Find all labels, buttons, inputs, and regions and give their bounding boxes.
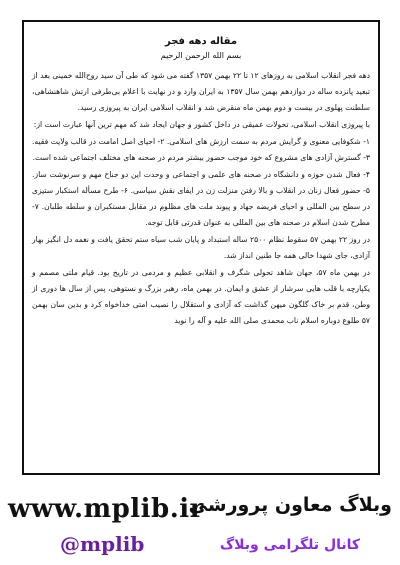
paragraph-22-bahman: در روز ۲۲ بهمن ۵۷ سقوط نظام ۲۵۰۰ ساله استبداد و پایان شب سیاه ستم تحقق یافت و نغمه دل انگیز بهار آزادی، جای شهدا خالی همه جا طنین انداز شد. [32, 235, 370, 260]
page-title: مقاله دهه فجر [164, 36, 238, 47]
watermark-footer [0, 478, 400, 565]
paragraph-intro: دهه فجر انقلاب اسلامی به روزهای ۱۲ تا ۲۲ بهمن ۱۳۵۷ گفته می شود که طی آن سید روح‌الله خمینی بعد از تبعید پانزده ساله در دوازدهم بهمن سال ۱۳۵۷ به ایران وارد و در نهایت با اعلام بی‌طرفی ارتش شاهنشاهی، سلطنت پهلوی در بیست و دوم بهمن ماه منقرض شد و انقلاب اسلامی ایران به پیروزی رسید. [32, 71, 371, 112]
telegram-channel-label: کانال تلگرامی وبلاگ [219, 537, 360, 553]
paragraph-bahman-57: در بهمن ماه ۵۷، جهان شاهد تحولی شگرف و انقلابی عظیم و مردمی در تاریخ بود. قیام ملتی مصمم و یکپارچه با قلب هایی سرشار از عشق و ایمان. در بهمن ماه، رهبر بزرگ و نستوهی، پس از سال ها دوری از وطن، قدم بر خاک گلگون میهن گذاشت که آزادی و استقلال را نصیب امتی خداخواه کرد و بدین سان بهمن ۵۷ طلوع دوباره اسلام ناب محمدی صلی الله علیه و آله را نوید [32, 268, 371, 325]
paragraph-list-1: ۱- شکوفایی معنوی و گرایش مردم به سمت ارزش های اسلامی. ۲- احیای اصل امامت در قالب ولایت فقیه. ۳- گسترش آزادی های مشروع که خود موجب حضور بیشتر مردم در صحنه های مختلف اجتماعی شده است. [32, 137, 370, 162]
blog-name: وبلاگ معاون پرورشی [188, 494, 392, 516]
telegram-handle: @mplib [60, 532, 145, 556]
paragraph-list-2: ۴- فعال شدن حوزه و دانشگاه در صحنه های علمی و اجتماعی و وحدت این دو جناح مهم و سرنوشت ساز. ۵- حضور فعال زنان در انقلاب و بالا رفتن منزلت زن در ایفای نقش سیاسی. ۶- طرح مسأله استکبار ستیزی در سطح بین المللی و احیای فریضه جهاد و پیوند ملت های مظلوم در مقابل مستکبران و سلطه طلبان. ۷- مطرح شدن اسلام در صحنه های بین المللی به عنوان قدرتی قابل توجه. [32, 170, 370, 227]
document-page [22, 20, 380, 475]
site-url: www.mplib.ir [8, 494, 204, 524]
paragraph-changes-lead: با پیروزی انقلاب اسلامی، تحولات عمیقی در داخل کشور و جهان ایجاد شد که مهم ترین آنها عبارت است از: [33, 120, 370, 129]
basmala-heading: بسم الله الرحمن الرحیم [160, 51, 242, 60]
